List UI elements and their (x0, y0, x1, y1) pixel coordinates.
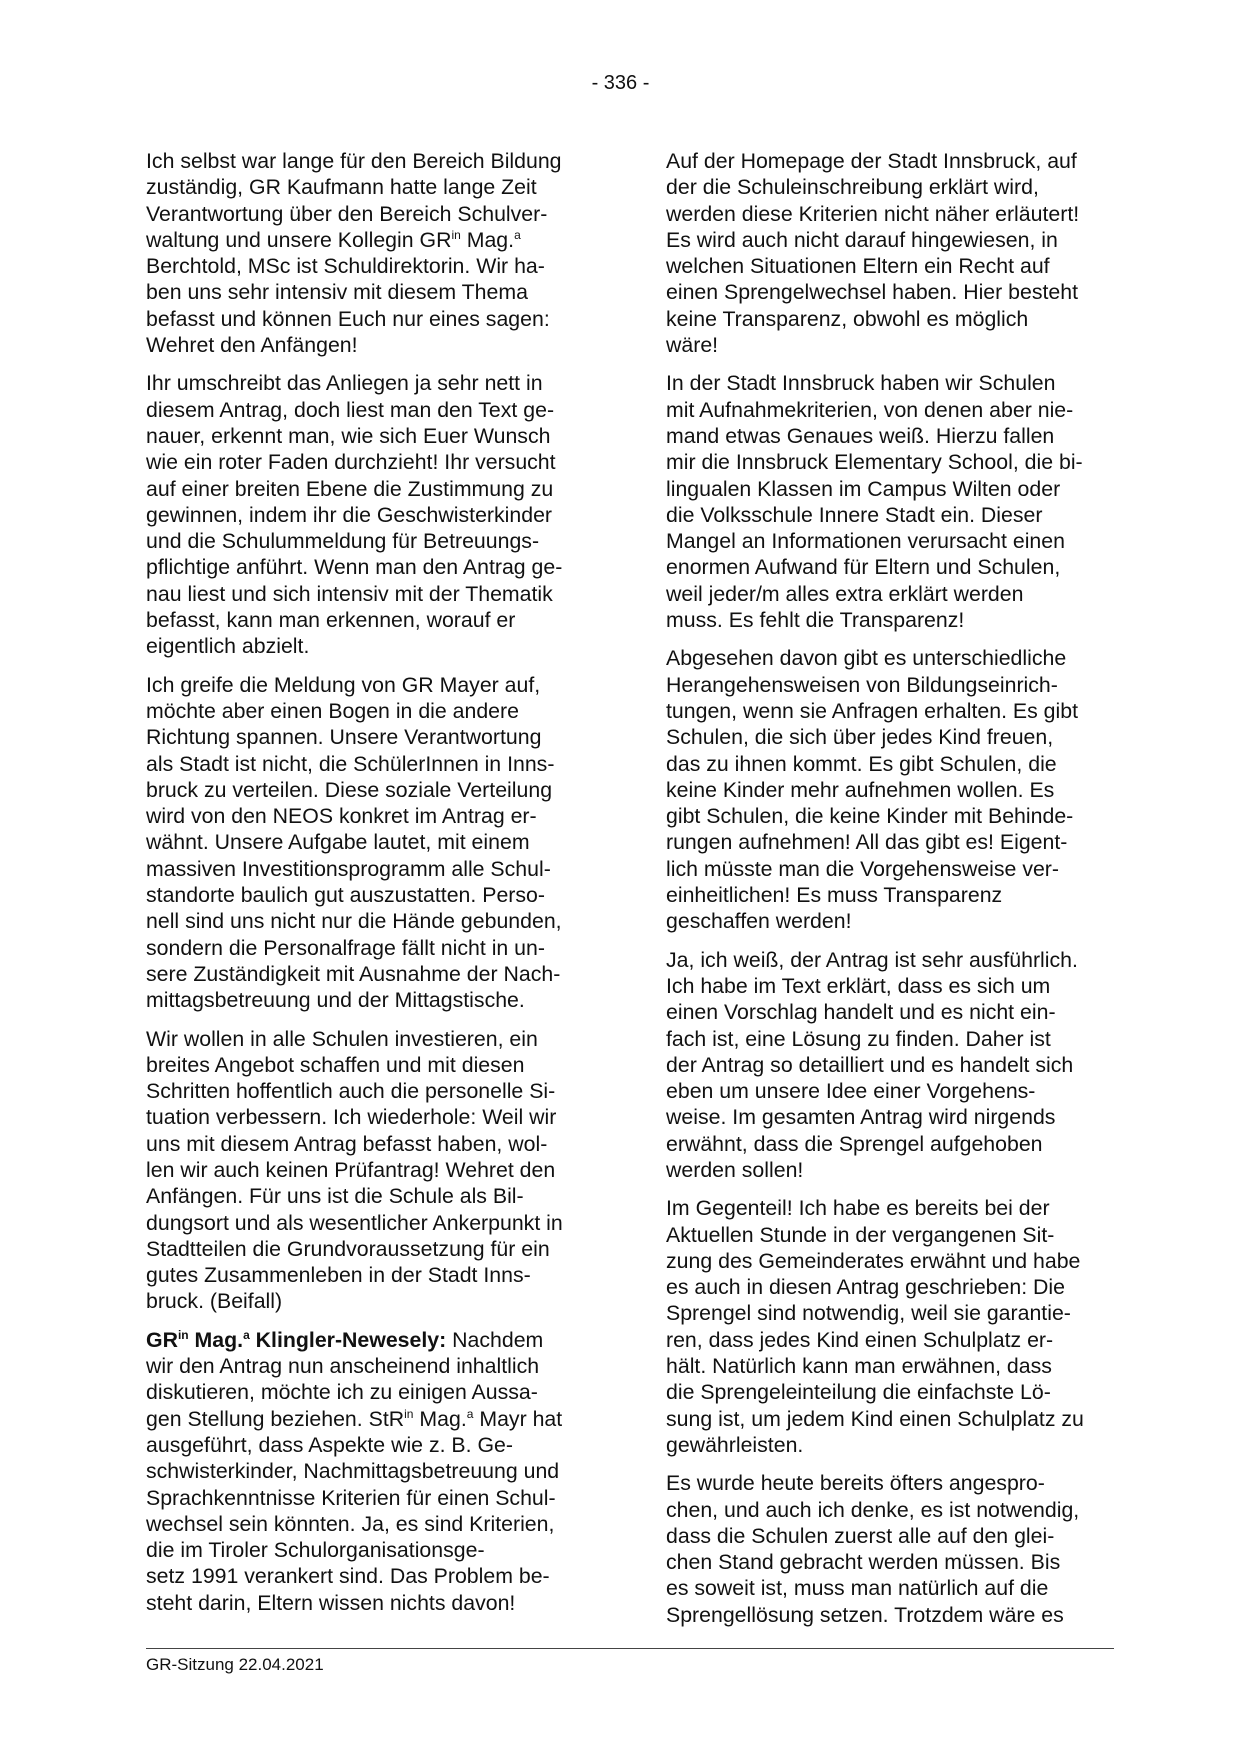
paragraph: Ja, ich weiß, der Antrag ist sehr ausführlich. Ich habe im Text erklärt, dass es sich um einen Vorschlag handelt und es nicht ein- fach ist, eine Lösung zu finden. Daher ist der Antrag so detailliert und es handelt sich eben um unsere Idee einer Vorgehens- weise. Im gesamten Antrag wird nirgends erwähnt, dass die Sprengel aufgehoben werden sollen! (666, 947, 1078, 1182)
paragraph (146, 148, 598, 358)
paragraph: Im Gegenteil! Ich habe es bereits bei der Aktuellen Stunde in der vergangenen Sit- zung des Gemeinderates erwähnt und habe es auch in diesen Antrag geschrieben: Die Sprengel sind notwendig, weil sie garantie- ren, dass jedes Kind einen Schulplatz er- hält. Natürlich kann man erwähnen, dass die Sprengeleinteilung die einfachste Lö- sung ist, um jedem Kind einen Schulplatz zu gewährleisten. (666, 1196, 1084, 1457)
page-number: - 336 - (591, 72, 650, 94)
text-segment: Mag. (413, 1406, 467, 1431)
text-segment: Mag. (460, 227, 515, 252)
text-segment: Mayr hat ausgeführt, dass Aspekte wie z. B. Ge- schwisterkinder, Nachmittagsbetreuung und Sprachkenntnisse Kriterien für einen Schul- wechsel sein könnten. Ja, es sind Kriterien, die im Tiroler Schulorganisationsge- setz 1991 verankert sind. Das Problem be- steht darin, Eltern wissen nichts davon! (146, 1406, 563, 1615)
paragraph: In der Stadt Innsbruck haben wir Schulen mit Aufnahmekriterien, von denen aber nie- mand etwas Genaues weiß. Hierzu fallen mir die Innsbruck Elementary School, die bi- lingualen Klassen im Campus Wilten oder die Volksschule Innere Stadt ein. Dieser Mangel an Informationen verursacht einen enormen Aufwand für Eltern und Schulen, weil jeder/m alles extra erklärt werden muss. Es fehlt die Transparenz! (666, 371, 1083, 633)
paragraph: Ihr umschreibt das Anliegen ja sehr nett in diesem Antrag, doch liest man den Text ge- nauer, erkennt man, wie sich Euer Wunsch wie ein roter Faden durchzieht! Ihr versucht auf einer breiten Ebene die Zustimmung zu gewinnen, indem ihr die Geschwisterkinder und die Schulummeldung für Betreuungs- pflichtige anführt. Wenn man den Antrag ge- nau liest und sich intensiv mit der Thematik befasst, kann man erkennen, worauf er eigentlich abzielt. (146, 371, 563, 659)
paragraph: Ich greife die Meldung von GR Mayer auf, möchte aber einen Bogen in die andere Richtung spannen. Unsere Verantwortung als Stadt ist nicht, die SchülerInnen in Inns- bruck zu verteilen. Diese soziale Verteilung wird von den NEOS konkret im Antrag er- wähnt. Unsere Aufgabe lautet, mit einem massiven Investitionsprogramm alle Schul- standorte baulich gut auszustatten. Perso- nell sind uns nicht nur die Hände gebunden, sondern die Personalfrage fällt nicht in un- sere Zuständigkeit mit Ausnahme der Nach- mittagsbetreuung und der Mittagstische. (146, 672, 562, 1013)
footer-divider (146, 1648, 1114, 1649)
left-column (146, 148, 598, 1628)
text-segment: GR (146, 1327, 178, 1352)
paragraph: Es wurde heute bereits öfters angespro- chen, und auch ich denke, es ist notwendig, dass die Schulen zuerst alle auf den glei- chen Stand gebracht werden müssen. Bis es soweit ist, muss man natürlich auf die Sprengellösung setzen. Trotzdem wäre es (666, 1471, 1080, 1627)
superscript: a (466, 1406, 474, 1421)
superscript: in (451, 227, 461, 242)
superscript: in (404, 1406, 414, 1421)
text-segment: Mag. (188, 1327, 244, 1352)
text-segment: Klingler-Newesely: (249, 1327, 447, 1352)
text-segment: Berchtold, MSc ist Schuldirektorin. Wir ha- ben uns sehr intensiv mit diesem Thema befasst und können Euch nur eines sagen: Wehret den Anfängen! (146, 254, 550, 358)
speaker-name (146, 1328, 446, 1352)
paragraph: Auf der Homepage der Stadt Innsbruck, auf der die Schuleinschreibung erklärt wird, werden diese Kriterien nicht näher erläutert! Es wird auch nicht darauf hingewiesen, in welchen Situationen Eltern ein Recht auf einen Sprengelwechsel haben. Hier besteht keine Transparenz, obwohl es möglich wäre! (666, 149, 1080, 358)
text-segment: Ich selbst war lange für den Bereich Bildung zuständig, GR Kaufmann hatte lange Zeit Verantwortung über den Bereich Schulver- waltung und unsere Kollegin GR (146, 149, 562, 252)
footer-session-date: GR-Sitzung 22.04.2021 (146, 1655, 324, 1674)
text-segment: Nachdem wir den Antrag nun anscheinend inhaltlich diskutieren, möchte ich zu einigen Aussa- gen Stellung beziehen. StR (146, 1327, 544, 1431)
superscript: a (243, 1327, 250, 1342)
paragraph (146, 1327, 598, 1616)
paragraph: Abgesehen davon gibt es unterschiedliche Herangehensweisen von Bildungseinrich- tungen, wenn sie Anfragen erhalten. Es gibt Schulen, die sich über jedes Kind freuen, das zu ihnen kommt. Es gibt Schulen, die keine Kinder mehr aufnehmen wollen. Es gibt Schulen, die keine Kinder mit Behinde- rungen aufnehmen! All das gibt es! Eigent- lich müsste man die Vorgehensweise ver- einheitlichen! Es muss Transparenz geschaffen werden! (666, 646, 1079, 934)
right-column (666, 148, 1118, 1640)
paragraph: Wir wollen in alle Schulen investieren, ein breites Angebot schaffen und mit diesen Schritten hoffentlich auch die personelle Si- tuation verbessern. Ich wiederhole: Weil wir uns mit diesem Antrag befasst haben, wol- len wir auch keinen Prüfantrag! Wehret den Anfängen. Für uns ist die Schule als Bil- dungsort und als wesentlicher Ankerpunkt in Stadtteilen die Grundvoraussetzung für ein gutes Zusammenleben in der Stadt Inns- bruck. (Beifall) (146, 1026, 563, 1314)
superscript: in (177, 1327, 189, 1342)
superscript: a (514, 227, 521, 242)
